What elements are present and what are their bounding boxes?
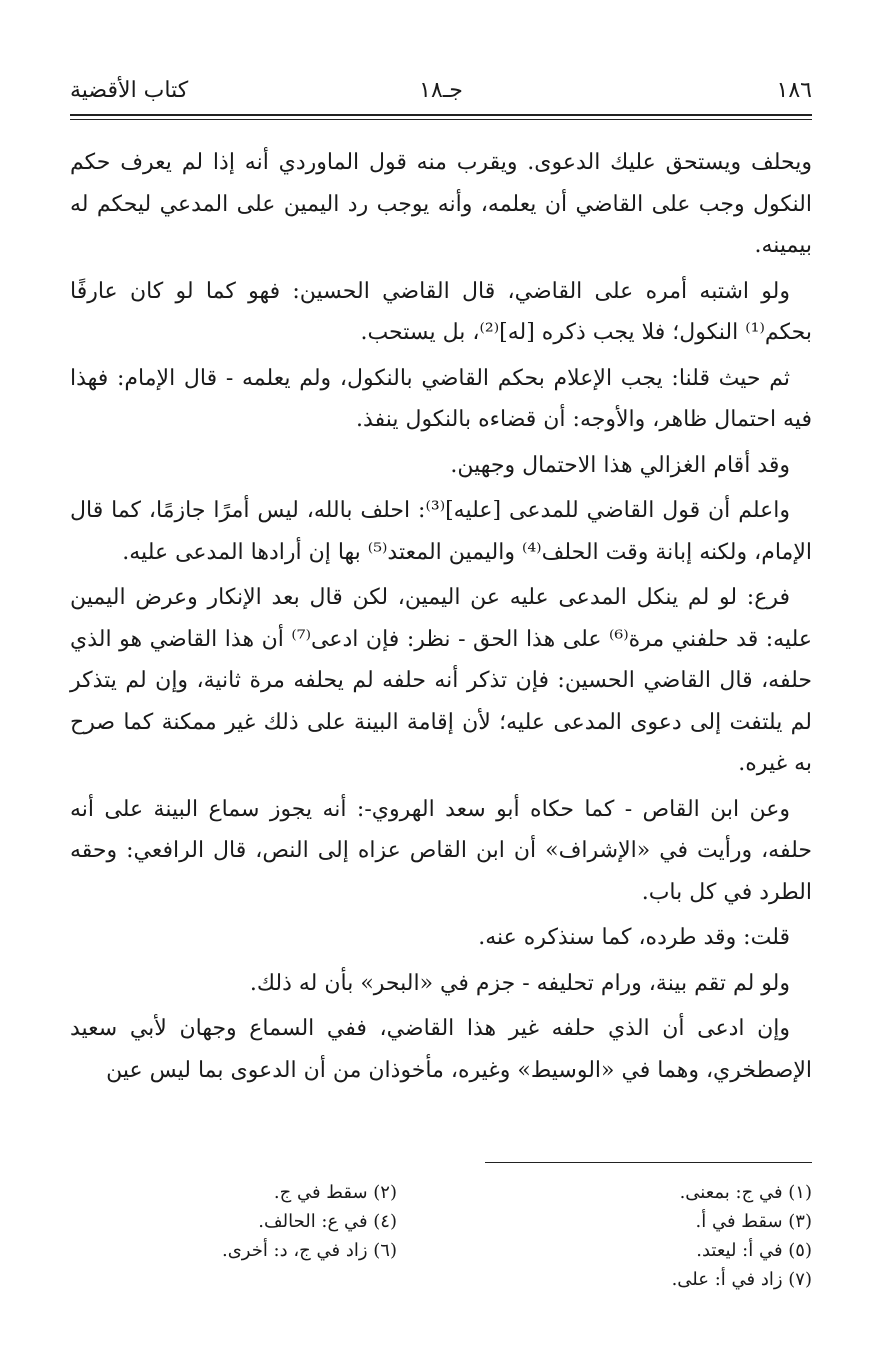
paragraph: ولو لم تقم بينة، ورام تحليفه - جزم في «البحر» بأن له ذلك. bbox=[249, 970, 790, 996]
paragraph: ويحلف ويستحق عليك الدعوى. ويقرب منه قول الماوردي أنه إذا لم يعرف حكم النكول وجب على القاضي أن يعلمه، وأنه يوجب رد اليمين على المدعي ليحكم له بيمينه. bbox=[70, 150, 812, 258]
header-rule-thin bbox=[70, 119, 812, 120]
paragraph: وعن ابن القاص - كما حكاه أبو سعد الهروي-: أنه يجوز سماع البينة على أنه حلفه، ورأيت في «الإشراف» أن ابن القاص عزاه إلى النص، قال الرافعي: وحقه الطرد في كل باب. bbox=[70, 796, 812, 905]
paragraph: ثم حيث قلنا: يجب الإعلام بحكم القاضي بالنكول، ولم يعلمه - قال الإمام: فهذا فيه احتمال ظاهر، والأوجه: أن قضاءه بالنكول ينفذ. bbox=[70, 365, 812, 432]
footnote: (٤) في ع: الحالف. bbox=[258, 1211, 397, 1232]
footnote: (١) في ج: بمعنى. bbox=[679, 1182, 812, 1203]
footnote-separator bbox=[485, 1162, 812, 1163]
footnote: (٥) في أ: ليعتد. bbox=[696, 1240, 812, 1261]
paragraph: قلت: وقد طرده، كما سنذكره عنه. bbox=[478, 925, 790, 950]
paragraph: وقد أقام الغزالي هذا الاحتمال وجهين. bbox=[450, 452, 790, 478]
footnote: (٢) سقط في ج. bbox=[273, 1182, 397, 1203]
footnotes-column-left bbox=[67, 1178, 397, 1265]
header-rule bbox=[70, 114, 812, 116]
paragraph: فرع: لو لم ينكل المدعى عليه عن اليمين، لكن قال بعد الإنكار وعرض اليمين عليه: قد حلفني مرة⁽⁶⁾ على هذا الحق - نظر: فإن ادعى⁽⁷⁾ أن هذا القاضي هو الذي حلفه، قال القاضي الحسين: فإن تذكر أنه حلفه لم يحلفه مرة ثانية، وإن لم يتذكر لم يلتفت إلى دعوى المدعى عليه؛ لأن إقامة البينة على ذلك غير ممكنة كما صرح به غيره. bbox=[70, 585, 812, 776]
volume-label: جـ١٨ bbox=[419, 78, 463, 103]
page-number: ١٨٦ bbox=[776, 78, 812, 103]
footnote: (٣) سقط في أ. bbox=[695, 1211, 812, 1232]
main-text bbox=[70, 142, 812, 1091]
paragraph: ولو اشتبه أمره على القاضي، قال القاضي الحسين: فهو كما لو كان عارفًا بحكم⁽¹⁾ النكول؛ فلا يجب ذكره [له]⁽²⁾، بل يستحب. bbox=[70, 278, 812, 345]
book-title: كتاب الأقضية bbox=[70, 78, 189, 103]
footnote: (٦) زاد في ج، د: أخرى. bbox=[221, 1240, 397, 1261]
page-header bbox=[70, 78, 812, 110]
paragraph: واعلم أن قول القاضي للمدعى [عليه]⁽³⁾: احلف بالله، ليس أمرًا جازمًا، كما قال الإمام، ولكنه إبانة وقت الحلف⁽⁴⁾ واليمين المعتد⁽⁵⁾ بها إن أرادها المدعى عليه. bbox=[70, 498, 812, 565]
footnote: (٧) زاد في أ: على. bbox=[671, 1269, 812, 1290]
footnotes-column-right bbox=[482, 1178, 812, 1294]
paragraph: وإن ادعى أن الذي حلفه غير هذا القاضي، ففي السماع وجهان لأبي سعيد الإصطخري، وهما في «الوسيط» وغيره، مأخوذان من أن الدعوى بما ليس عين bbox=[70, 1016, 812, 1083]
